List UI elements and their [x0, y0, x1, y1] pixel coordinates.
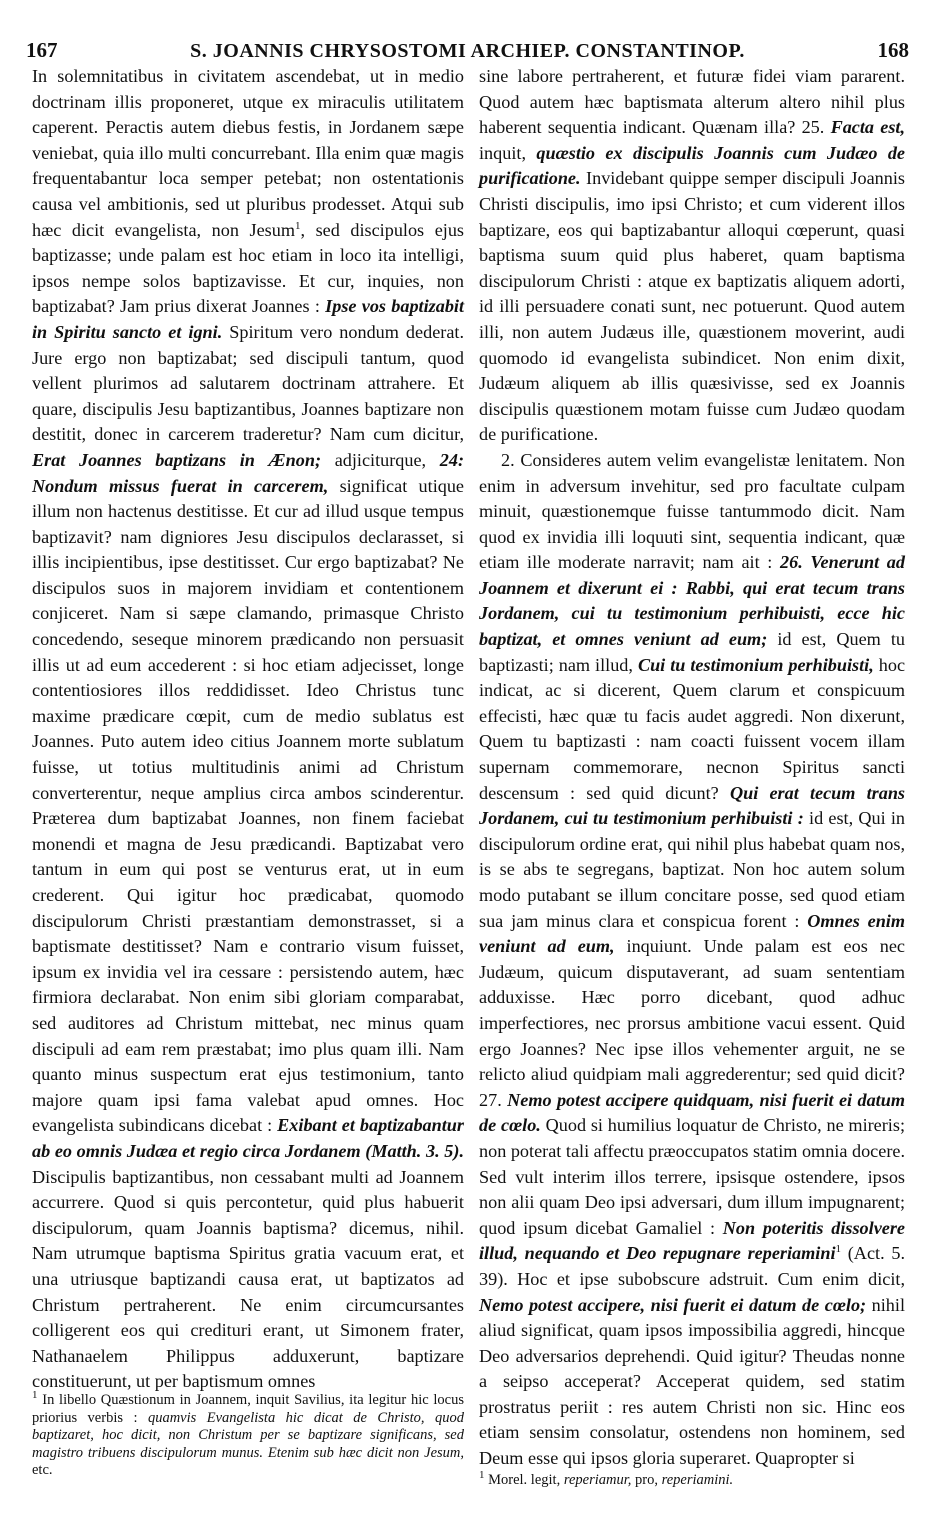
scripture-quote: Qui erat tecum trans Jordanem, cui tu testimonium perhibuisti : [479, 782, 906, 829]
text-span: significat utique illum non hactenus destitisse. Et cur ad illud usque tempus baptizavit? nam digniores Jesu discipulos declarasset, si illis incipientibus, ipse destitisset. Cur ergo baptizabat? Ne discipulos suos in majorem invidiam et contentionem conjiceret. Nam si sæpe clamando, primasque Christo concedendo, seseque minorem prædicando non persuasit illis ut ad eum accederent : si hoc etiam adjecisset, longe contentiosiores illos reddidisset. Ideo Christus tunc maxime prædicare cœpit, cum de medio sublatus est Joannes. Puto autem ideo citius Joannem morte sublatum fuisse, ut totius multitudinis animi ad Christum converterentur, neque amplius circa ambos scinderentur. Præterea dum baptizabat Joannes, non finem faciebat monendi et magna de Jesu prædicandi. Baptizabat vero tantum in eum qui post se venturus erat, ut in eum crederent. Qui igitur hoc prædicabat, quomodo discipulorum Christi præstantiam demonstrasset, si a baptismate destitisset? Nam e contrario visum fuisset, ipsum ex invidia vel ira cessare : persistendo autem, hæc firmiora declarabat. Non enim sibi gloriam comparabat, sed auditores ad Christum mittebat, nec minus quam discipuli ad eam rem præstabat; imo plus quam illi. Nam quanto minus suspectum erat ejus testimonium, tanto majore quam ipsi fama valebat apud omnes. Hoc evangelista subindicans dicebat : [32, 475, 465, 1136]
footnote-quote: reperiamini. [661, 1472, 734, 1488]
right-paragraph-1 [479, 64, 905, 448]
text-span: (Act. 5. 39). Hoc et ipse subobscure adstruit. Cum enim dicit, [479, 1243, 905, 1289]
text-span: id est, Quem tu baptizasti; nam illud, [479, 629, 905, 675]
footnote-marker: 1 [294, 219, 301, 232]
page-number-right: 168 [877, 38, 909, 62]
footnote-text: In libello Quæstionum in Joannem, inquit Savilius, ita legitur hic locus priorius verbis : [32, 1392, 465, 1426]
left-paragraph-1 [32, 64, 464, 1395]
scripture-quote: quæstio ex discipulis Joannis cum Judæo de purificatione. [479, 142, 905, 189]
text-span: id est, Qui in discipulorum ordine erat, qui nihil plus habebat quam nos, is se abs te segregans, baptizat. Non hoc autem solum modo putabant se illum concitare posse, sed quod etiam sua jam minus clara et conspicua forent : [479, 808, 906, 931]
scripture-quote: Nemo potest accipere quidquam, nisi fuerit ei datum de cœlo. [479, 1089, 905, 1136]
scripture-quote: Non poteritis dissolvere illud, nequando et Deo repugnare reperiamini [479, 1217, 906, 1264]
right-paragraph-2 [479, 448, 905, 1472]
scripture-quote: 24: Nondum missus fuerat in carcerem, [32, 449, 464, 496]
footnote-left [32, 1389, 465, 1480]
footnote-quote: reperiamur, [563, 1472, 632, 1488]
scripture-quote: Nemo potest accipere, nisi fuerit ei datum de cœlo; [479, 1294, 867, 1315]
left-column [32, 64, 464, 1395]
scripture-quote: Erat Joannes baptizans in Ænon; [32, 449, 322, 470]
footnote-text: pro, [635, 1472, 658, 1488]
footnote-right [479, 1469, 905, 1490]
text-span: sine labore pertraherent, et futuræ fidei viam pararent. Quod autem hæc baptismata alterum altero nihil plus haberent sequentia indicant. Quænam illa? 25. [479, 66, 905, 138]
running-header [26, 38, 909, 62]
page-number-left: 167 [26, 38, 58, 62]
footnote-text: etc. [32, 1462, 53, 1478]
text-span: inquit, [479, 142, 526, 163]
text-span: Invidebant quippe semper discipuli Joannis Christi discipulis, imo ipsi Christo; et cum viderent illos baptizare, eos qui baptizabantur alloqui cœperunt, quasi baptisma suum quid plus haberet, quam baptisma discipulorum Christi : atque ex baptizatis aliquem adorti, id illi persuadere conati sunt, nec potuerunt. Quod autem illi, non autem Judæus ille, quæstionem moverint, audi quomodo id evangelista subindicet. Non enim dixit, Judæum aliquem ab illis quæsivisse, sed ex Joannis discipulis quæstionem motam fuisse cum Judæo quodam de purificatione. [479, 168, 905, 445]
text-span: , sed discipulos ejus baptizasse; unde palam est hoc etiam in loco ita intelligi, ipsos nempe solos baptizavisse. Et cur, inquies, non baptizabat? Jam prius dixerat Joannes : [32, 219, 464, 317]
text-span: nihil aliud significat, quam ipsos impossibilia aggredi, hincque Deo adversarios deprehendi. Quid igitur? Theudas nonne a seipso acceperat? Acceperat quidem, sed statim prostratus periit : res autem Christi non sic. Hinc eos etiam sensim consolatur, ostendens non hominem, sed Deum esse qui ipsos gloria superaret. Quapropter si [479, 1294, 906, 1469]
text-span: 2. Consideres autem velim evangelistæ lenitatem. Non enim in adversum invehitur, sed pro facultate culpam minuit, quæstionemque fuisse tantummodo dicit. Nam quod ex invidia illi loquuti sint, sequentia indicant, quæ etiam ille moderate narravit; nam ait : [479, 449, 905, 573]
footnote-marker: 1 [479, 1469, 485, 1482]
scripture-quote: Facta est, [830, 117, 906, 138]
text-span: Discipulis baptizantibus, non cessabant multi ad Joannem accurrere. Quod si quis percontetur, quid plus habuerit discipulorum, quam Joannis baptisma? dicemus, nihil. Nam utrumque baptisma Spiritus gratia vacuum erat, et una utriusque baptizandi causa erat, ut baptizatos ad Christum pertraherent. Ne enim circumcursantes colligerent eos qui credituri erant, ut Simonem frater, Nathanaelem Philippus adduxerunt, baptizare constituerunt, ut per baptismum omnes [32, 1166, 464, 1392]
scripture-quote: 26. Venerunt ad Joannem et dixerunt ei : Rabbi, qui erat tecum trans Jordanem, cui tu testimonium perhibuisti, ecce hic baptizat, et omnes veniunt ad eum; [479, 552, 905, 650]
text-span: Spiritum vero nondum dederat. Jure ergo non baptizabat; sed discipuli tantum, quod vellent plurimos ad salutarem doctrinam attrahere. Et quare, discipulis Jesu baptizantibus, Joannes baptizare non destitit, donec in carcerem traderetur? Nam cum dicitur, [32, 321, 464, 445]
scripture-quote: Ipse vos baptizabit in Spiritu sancto et igni. [32, 296, 465, 342]
footnote-marker: 1 [835, 1243, 842, 1256]
right-column [479, 64, 905, 1472]
scripture-quote: Cui tu testimonium perhibuisti, [637, 654, 874, 675]
footnote-text: Morel. legit, [488, 1472, 561, 1488]
footnote-marker: 1 [32, 1389, 38, 1402]
scripture-quote: Exibant et baptizabantur ab eo omnis Judæa et regio circa Jordanem (Matth. 3. 5). [32, 1115, 464, 1161]
footnote-quote: quamvis Evangelista hic dicat de Christo, quod baptizaret, hoc dicit, non Christum per se baptizare significans, sed magistro tribuens discipulorum munus. Etenim sub hæc dicit non Jesum, [32, 1409, 465, 1461]
text-span: inquiunt. Unde palam est eos nec Judæum, quicum disputaverant, ad suam sententiam adduxisse. Hæc porro dicebant, quod adhuc imperfectiores, nec prorsus ambitione vacui essent. Quid ergo Joannes? Nec ipse illos vehementer arguit, ne se relicto aliud quidpiam mali aggrederentur; sed quid dicit? 27. [479, 936, 905, 1110]
text-span: Quod si humilius loquatur de Christo, ne mireris; non poterat tali affectu præoccupatos statim omnia docere. Sed vult interim illos terrere, ipsisque ostendere, ipsos non alii quam Deo ipsi adversari, dum illum impugnarent; quod ipsum dicebat Gamaliel : [479, 1115, 905, 1238]
text-span: hoc indicat, ac si dicerent, Quem clarum et conspicuum effecisti, hæc quæ tu facis audet aggredi. Non dixerunt, Quem tu baptizasti : nam coacti fuissent vocem illam supernam commemorare, necnon Spiritus sancti descensum : sed quid dicunt? [479, 654, 906, 803]
text-span: adjiciturque, [334, 449, 427, 470]
text-span: In solemnitatibus in civitatem ascendebat, ut in medio doctrinam illis proponeret, utque ex miraculis utilitatem caperent. Peractis autem diebus festis, in Jordanem sæpe veniebat, quia illo multi concurrebant. Illa enim quæ magis frequentabantur loca semper petebat; non ostentationis causa vel ambitionis, sed ut pluribus prodesset. Atqui sub hæc dicit evangelista, non Jesum [32, 66, 464, 240]
scripture-quote: Omnes enim veniunt ad eum, [479, 910, 906, 957]
running-title: S. JOANNIS CHRYSOSTOMI ARCHIEP. CONSTANTINOP. [190, 40, 745, 62]
